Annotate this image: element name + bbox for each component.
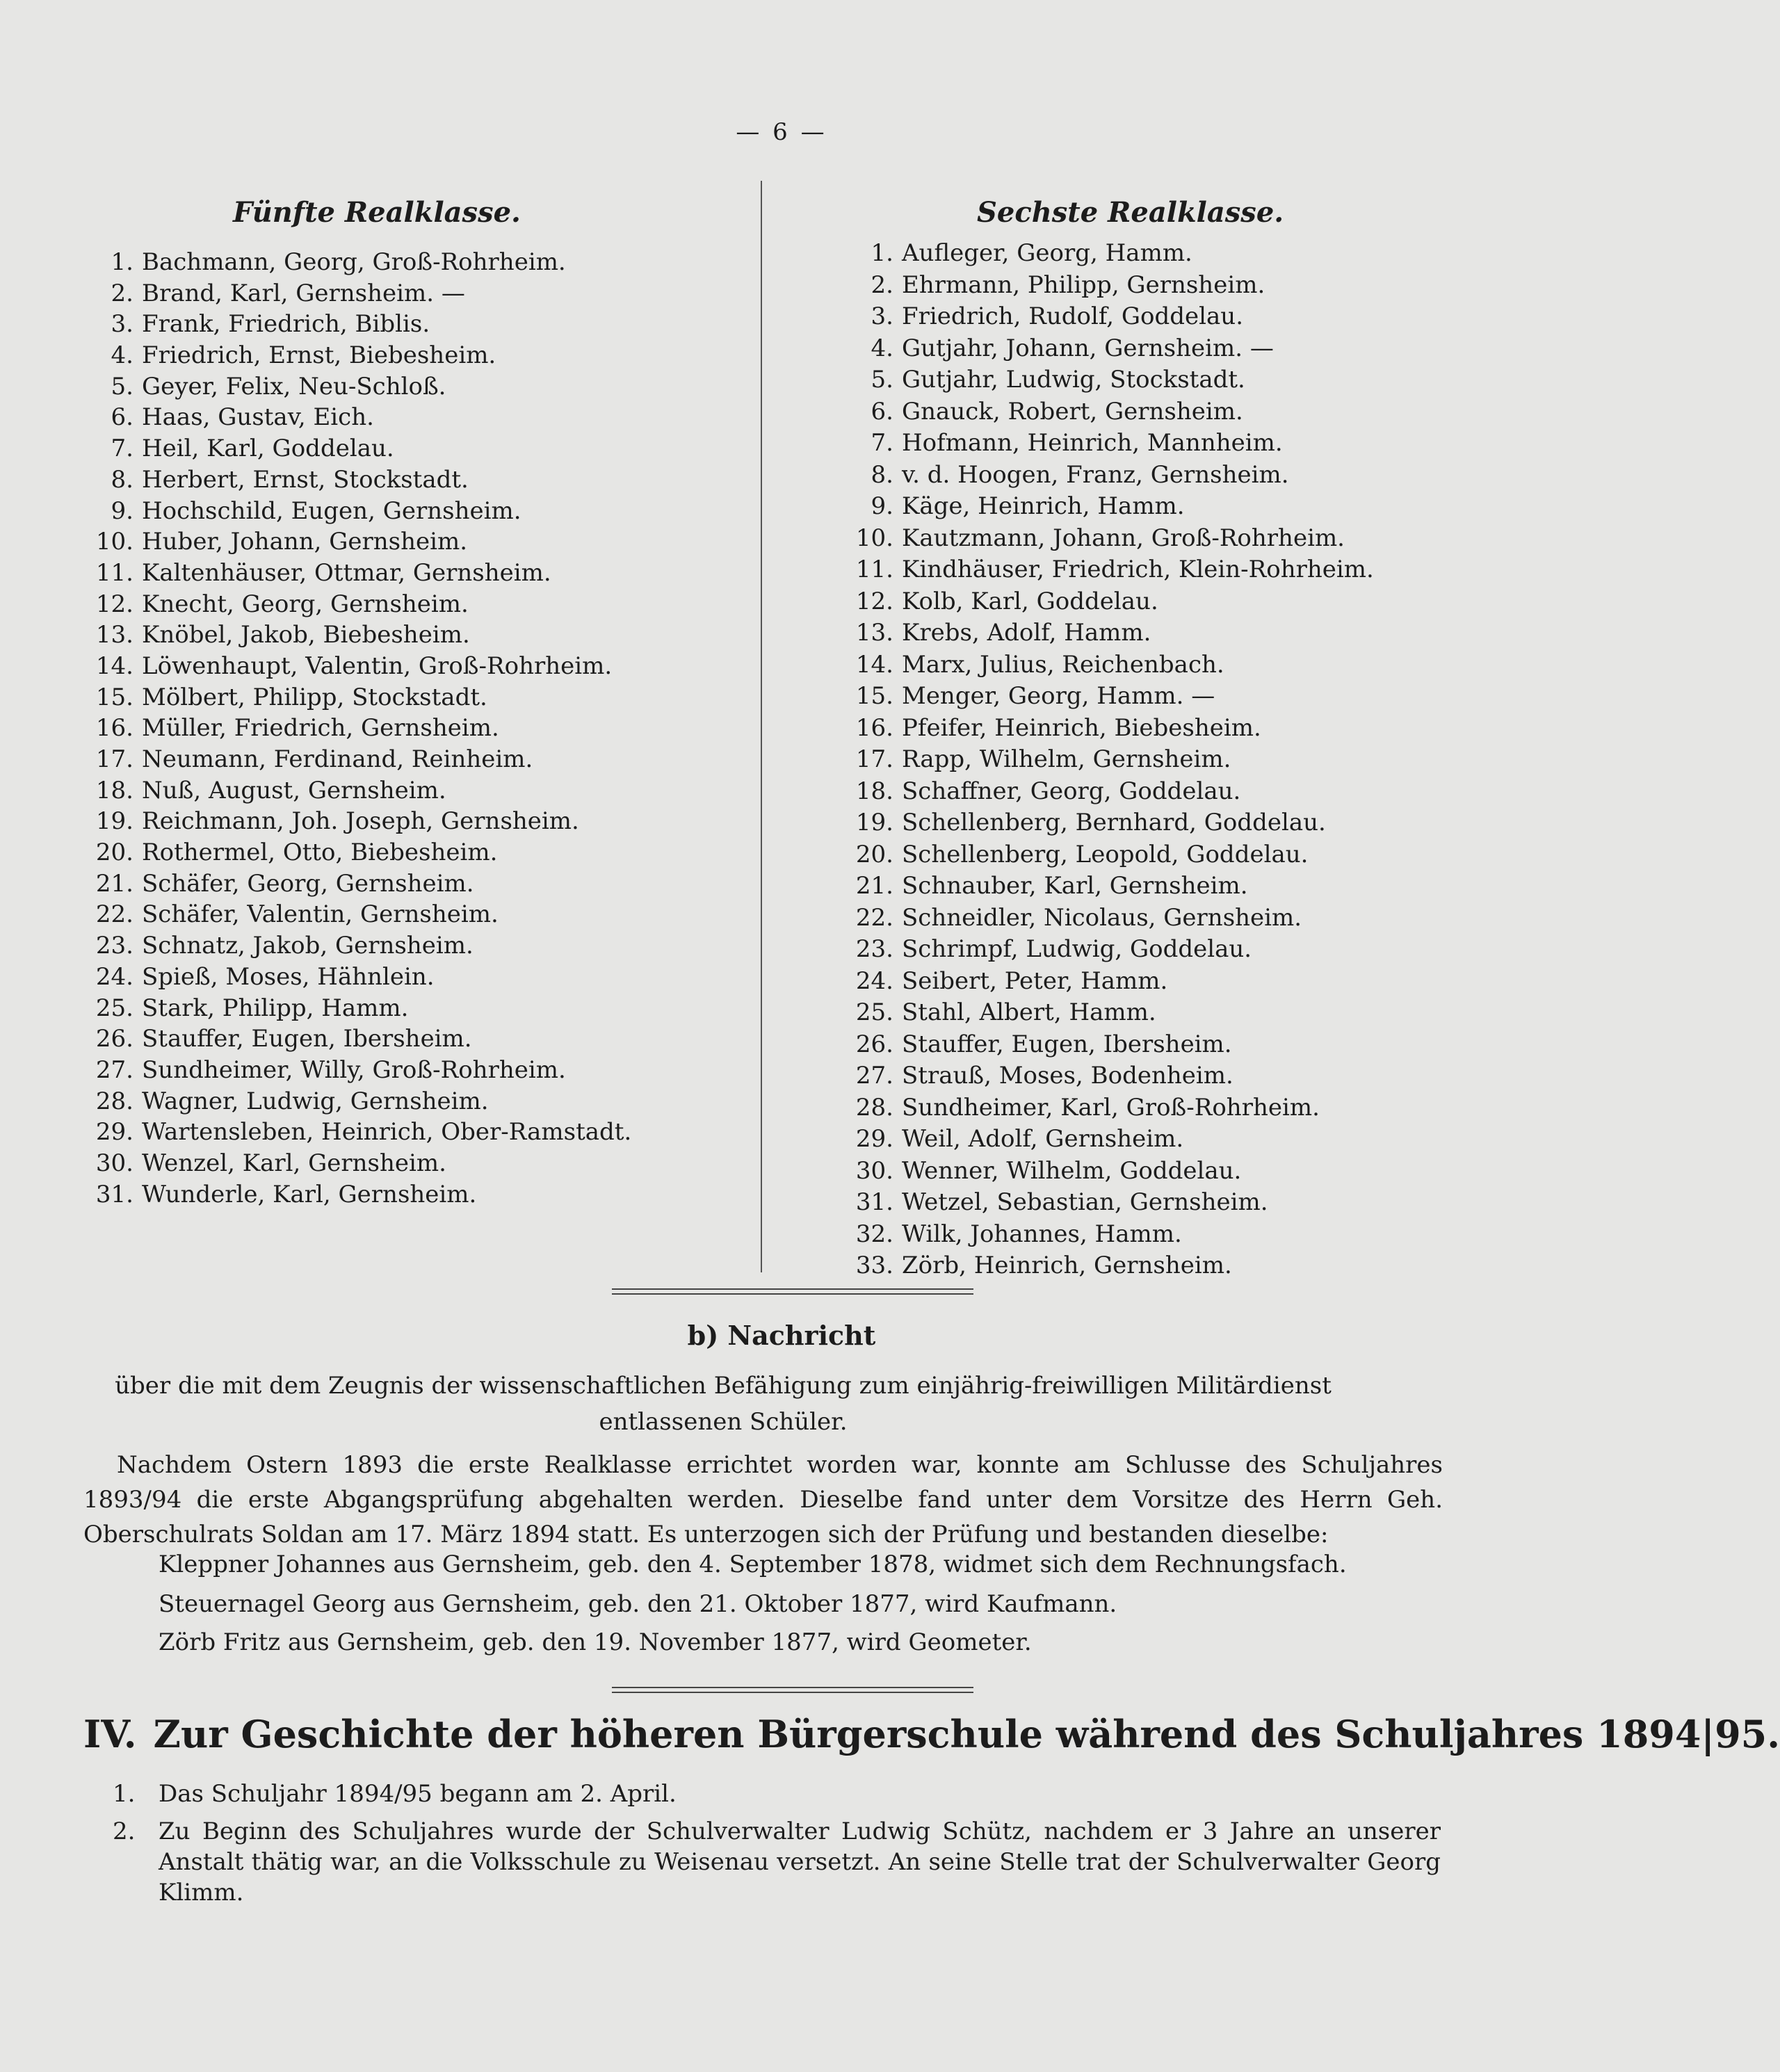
student-entry (78, 1055, 631, 1086)
student-entry (78, 371, 631, 403)
student-entry (78, 899, 631, 930)
student-name: Hofmann, Heinrich, Mannheim. (902, 429, 1283, 457)
student-name: Pfeifer, Heinrich, Biebesheim. (902, 713, 1261, 742)
student-entry (838, 364, 1374, 396)
student-name: Wilk, Johannes, Hamm. (902, 1220, 1182, 1248)
student-entry (838, 491, 1374, 523)
student-number: 30. (95, 1149, 134, 1177)
student-entry (838, 649, 1374, 681)
student-number: 28. (95, 1087, 134, 1115)
student-name: Schäfer, Valentin, Gernsheim. (142, 900, 499, 929)
student-entry (78, 713, 631, 744)
student-number: 13. (95, 621, 134, 649)
history-item-number: 1. (113, 1780, 136, 1808)
student-entry (78, 806, 631, 837)
student-entry (838, 617, 1374, 649)
student-name: Stark, Philipp, Hamm. (142, 994, 409, 1022)
student-number: 15. (95, 683, 134, 711)
student-number: 29. (95, 1118, 134, 1147)
student-name: Wagner, Ludwig, Gernsheim. (142, 1087, 489, 1115)
student-entry (838, 1124, 1374, 1156)
student-number: 6. (111, 403, 134, 432)
student-number: 17. (855, 745, 893, 773)
student-name: Frank, Friedrich, Biblis. (142, 310, 430, 339)
section-iv-title: Zur Geschichte der höheren Bürgerschule während des Schuljahres 1894|95. (153, 1712, 1780, 1756)
student-name: Menger, Georg, Hamm. — (902, 682, 1215, 710)
student-number: 2. (111, 279, 134, 307)
student-name: Herbert, Ernst, Stockstadt. (142, 465, 469, 494)
student-number: 33. (855, 1252, 893, 1279)
student-number: 3. (111, 310, 134, 339)
right-student-list (838, 238, 1374, 1282)
student-number: 21. (95, 869, 134, 898)
section-divider (612, 1288, 973, 1295)
student-entry (838, 681, 1374, 713)
student-number: 32. (855, 1220, 893, 1248)
student-name: Knecht, Georg, Gernsheim. (142, 590, 469, 618)
student-entry (78, 744, 631, 775)
graduate-entry: Zörb Fritz aus Gernsheim, geb. den 19. November 1877, wird Geometer. (159, 1628, 1032, 1656)
section-b-subtitle-line2: entlassenen Schüler. (599, 1408, 848, 1436)
student-number: 24. (855, 966, 893, 995)
student-number: 16. (855, 713, 893, 742)
student-number: 13. (855, 619, 893, 647)
student-name: Schrimpf, Ludwig, Goddelau. (902, 935, 1252, 963)
student-entry (78, 1148, 631, 1179)
student-name: Wenner, Wilhelm, Goddelau. (902, 1156, 1242, 1185)
student-number: 20. (95, 839, 134, 867)
student-number: 23. (95, 932, 134, 960)
student-name: Wunderle, Karl, Gernsheim. (142, 1180, 477, 1208)
student-number: 8. (871, 460, 893, 489)
student-name: Friedrich, Ernst, Biebesheim. (142, 341, 496, 370)
student-entry (838, 554, 1374, 586)
student-name: Schaffner, Georg, Goddelau. (902, 777, 1241, 805)
student-number: 19. (95, 807, 134, 836)
student-number: 2. (871, 270, 893, 299)
student-number: 31. (855, 1188, 893, 1216)
student-entry (78, 1086, 631, 1117)
student-name: Kolb, Karl, Goddelau. (902, 587, 1158, 615)
student-number: 18. (855, 777, 893, 805)
student-entry (838, 807, 1374, 839)
student-entry (838, 586, 1374, 618)
student-entry (78, 868, 631, 900)
right-column-title: Sechste Realklasse. (977, 196, 1284, 229)
student-name: Krebs, Adolf, Hamm. (902, 619, 1151, 647)
student-number: 29. (855, 1125, 893, 1153)
student-name: Geyer, Felix, Neu-Schloß. (142, 372, 446, 400)
student-number: 9. (111, 496, 134, 525)
student-number: 25. (95, 994, 134, 1022)
student-entry (838, 301, 1374, 333)
student-number: 17. (95, 745, 134, 773)
history-item (113, 1779, 1441, 1809)
student-name: Bachmann, Georg, Groß-Rohrheim. (142, 248, 566, 276)
student-number: 9. (871, 492, 893, 520)
student-entry (838, 839, 1374, 871)
student-name: Weil, Adolf, Gernsheim. (902, 1125, 1184, 1153)
student-number: 27. (855, 1062, 893, 1090)
student-name: Gutjahr, Johann, Gernsheim. — (902, 334, 1274, 362)
student-number: 7. (111, 435, 134, 463)
student-number: 15. (855, 682, 893, 710)
student-name: Nuß, August, Gernsheim. (142, 776, 446, 804)
student-name: Löwenhaupt, Valentin, Groß-Rohrheim. (142, 651, 613, 680)
student-entry (838, 871, 1374, 903)
history-item-text: Das Schuljahr 1894/95 begann am 2. April. (159, 1780, 677, 1808)
student-number: 27. (95, 1055, 134, 1084)
history-item (113, 1816, 1441, 1908)
column-divider (761, 181, 762, 1272)
student-entry (78, 247, 631, 278)
student-number: 24. (95, 962, 134, 991)
student-name: Hochschild, Eugen, Gernsheim. (142, 496, 521, 525)
student-entry (838, 776, 1374, 808)
student-number: 6. (871, 397, 893, 426)
student-name: Sundheimer, Willy, Groß-Rohrheim. (142, 1055, 566, 1084)
student-name: Müller, Friedrich, Gernsheim. (142, 714, 499, 743)
student-entry (78, 775, 631, 807)
student-number: 11. (95, 558, 134, 587)
student-entry (838, 1029, 1374, 1061)
student-entry (838, 903, 1374, 934)
student-name: Stahl, Albert, Hamm. (902, 998, 1156, 1026)
student-entry (78, 962, 631, 993)
student-number: 14. (855, 650, 893, 679)
student-number: 31. (95, 1180, 134, 1208)
section-b-subtitle-line1: über die mit dem Zeugnis der wissenschaftlichen Befähigung zum einjährig-freiwilligen Militärdienst (115, 1372, 1332, 1400)
student-number: 18. (95, 776, 134, 804)
student-number: 22. (855, 903, 893, 932)
student-entry (78, 309, 631, 340)
student-entry (78, 1179, 631, 1211)
student-number: 1. (111, 248, 134, 276)
student-name: Strauß, Moses, Bodenheim. (902, 1062, 1233, 1090)
student-entry (838, 460, 1374, 492)
student-entry (78, 526, 631, 558)
student-name: Schellenberg, Bernhard, Goddelau. (902, 809, 1326, 836)
student-number: 5. (111, 372, 134, 400)
student-number: 26. (855, 1030, 893, 1058)
student-number: 8. (111, 465, 134, 494)
student-entry (78, 464, 631, 496)
student-entry (838, 713, 1374, 745)
student-number: 19. (855, 809, 893, 836)
student-entry (78, 340, 631, 371)
student-entry (78, 433, 631, 464)
student-number: 23. (855, 935, 893, 963)
student-entry (78, 589, 631, 620)
student-number: 4. (111, 341, 134, 370)
student-name: Seibert, Peter, Hamm. (902, 966, 1168, 995)
student-number: 1. (871, 239, 893, 267)
student-number: 10. (95, 528, 134, 556)
student-entry (838, 1219, 1374, 1251)
student-number: 21. (855, 872, 893, 900)
student-name: Stauffer, Eugen, Ibersheim. (142, 1025, 472, 1053)
student-number: 14. (95, 651, 134, 680)
student-entry (838, 1156, 1374, 1188)
student-entry (78, 278, 631, 309)
student-entry (78, 402, 631, 433)
student-name: Gutjahr, Ludwig, Stockstadt. (902, 366, 1245, 394)
student-name: Brand, Karl, Gernsheim. — (142, 279, 465, 307)
student-number: 4. (871, 334, 893, 362)
student-number: 12. (855, 587, 893, 615)
left-student-list (78, 247, 631, 1210)
history-item-text: Zu Beginn des Schuljahres wurde der Schulverwalter Ludwig Schütz, nachdem er 3 Jahre an unserer Anstalt thätig war, an die Volksschule zu Weisenau versetzt. An seine Stelle trat der Schulverwalter Georg Klimm. (159, 1818, 1441, 1907)
student-entry (838, 1250, 1374, 1282)
section-divider (612, 1687, 973, 1693)
student-name: Gnauck, Robert, Gernsheim. (902, 397, 1243, 426)
student-number: 30. (855, 1156, 893, 1185)
student-entry (78, 558, 631, 589)
student-entry (78, 682, 631, 713)
student-entry (838, 997, 1374, 1029)
student-name: Schneidler, Nicolaus, Gernsheim. (902, 903, 1302, 932)
student-number: 16. (95, 714, 134, 743)
student-number: 3. (871, 302, 893, 330)
student-name: Haas, Gustav, Eich. (142, 403, 374, 432)
student-name: Rapp, Wilhelm, Gernsheim. (902, 745, 1231, 773)
student-entry (78, 1117, 631, 1148)
student-name: Wenzel, Karl, Gernsheim. (142, 1149, 446, 1177)
student-name: Huber, Johann, Gernsheim. (142, 528, 468, 556)
student-entry (838, 1187, 1374, 1219)
student-name: Kaltenhäuser, Ottmar, Gernsheim. (142, 558, 551, 587)
student-entry (78, 1023, 631, 1055)
student-entry (838, 934, 1374, 966)
student-name: Spieß, Moses, Hähnlein. (142, 962, 435, 991)
student-name: Schnatz, Jakob, Gernsheim. (142, 932, 474, 960)
student-name: Reichmann, Joh. Joseph, Gernsheim. (142, 807, 579, 836)
student-name: v. d. Hoogen, Franz, Gernsheim. (902, 460, 1289, 489)
page-number: — 6 — (736, 118, 827, 146)
student-name: Marx, Julius, Reichenbach. (902, 650, 1224, 679)
student-entry (78, 993, 631, 1024)
student-entry (838, 1060, 1374, 1092)
student-entry (838, 744, 1374, 776)
student-name: Knöbel, Jakob, Biebesheim. (142, 621, 470, 649)
student-number: 20. (855, 840, 893, 868)
student-number: 25. (855, 998, 893, 1026)
student-name: Sundheimer, Karl, Groß-Rohrheim. (902, 1093, 1320, 1122)
student-number: 10. (855, 524, 893, 552)
student-name: Kautzmann, Johann, Groß-Rohrheim. (902, 524, 1345, 552)
student-entry (78, 930, 631, 962)
student-number: 11. (855, 556, 893, 583)
section-b-heading: b) Nachricht (687, 1320, 876, 1351)
history-item-number: 2. (113, 1818, 136, 1845)
student-entry (838, 966, 1374, 998)
student-name: Wartensleben, Heinrich, Ober-Ramstadt. (142, 1118, 632, 1147)
student-entry (838, 396, 1374, 428)
student-entry (78, 651, 631, 682)
student-entry (78, 496, 631, 527)
student-name: Neumann, Ferdinand, Reinheim. (142, 745, 533, 773)
student-name: Ehrmann, Philipp, Gernsheim. (902, 270, 1265, 299)
student-name: Schellenberg, Leopold, Goddelau. (902, 840, 1309, 868)
student-name: Friedrich, Rudolf, Goddelau. (902, 302, 1244, 330)
student-entry (78, 837, 631, 868)
left-column-title: Fünfte Realklasse. (233, 196, 521, 229)
student-name: Aufleger, Georg, Hamm. (902, 239, 1192, 267)
student-name: Heil, Karl, Goddelau. (142, 435, 394, 463)
student-number: 12. (95, 590, 134, 618)
student-entry (78, 620, 631, 651)
student-name: Stauffer, Eugen, Ibersheim. (902, 1030, 1232, 1058)
student-name: Zörb, Heinrich, Gernsheim. (902, 1252, 1232, 1279)
student-entry (838, 1092, 1374, 1124)
student-entry (838, 238, 1374, 270)
student-entry (838, 333, 1374, 365)
student-number: 7. (871, 429, 893, 457)
student-number: 5. (871, 366, 893, 394)
graduate-entry: Kleppner Johannes aus Gernsheim, geb. den 4. September 1878, widmet sich dem Rechnungsfach. (159, 1551, 1347, 1578)
student-name: Schnauber, Karl, Gernsheim. (902, 872, 1248, 900)
section-b-paragraph: Nachdem Ostern 1893 die erste Realklasse errichtet worden war, konnte am Schlusse des Schuljahres 1893/94 die erste Abgangsprüfung abgehalten werden. Dieselbe fand unter dem Vorsitze des Herrn Geh. Oberschulrats Soldan am 17. März 1894 statt. Es unterzogen sich der Prüfung und bestanden dieselbe: (83, 1451, 1443, 1548)
graduate-entry: Steuernagel Georg aus Gernsheim, geb. den 21. Oktober 1877, wird Kaufmann. (159, 1590, 1117, 1618)
student-number: 26. (95, 1025, 134, 1053)
student-name: Mölbert, Philipp, Stockstadt. (142, 683, 487, 711)
section-iv-roman: IV. (83, 1712, 137, 1756)
student-name: Schäfer, Georg, Gernsheim. (142, 869, 474, 898)
student-number: 28. (855, 1093, 893, 1122)
student-name: Käge, Heinrich, Hamm. (902, 492, 1185, 520)
student-entry (838, 523, 1374, 555)
student-entry (838, 270, 1374, 302)
student-name: Rothermel, Otto, Biebesheim. (142, 839, 498, 867)
student-name: Wetzel, Sebastian, Gernsheim. (902, 1188, 1268, 1216)
section-iv-heading (83, 1712, 1780, 1756)
student-entry (838, 428, 1374, 460)
student-name: Kindhäuser, Friedrich, Klein-Rohrheim. (902, 556, 1374, 583)
student-number: 22. (95, 900, 134, 929)
